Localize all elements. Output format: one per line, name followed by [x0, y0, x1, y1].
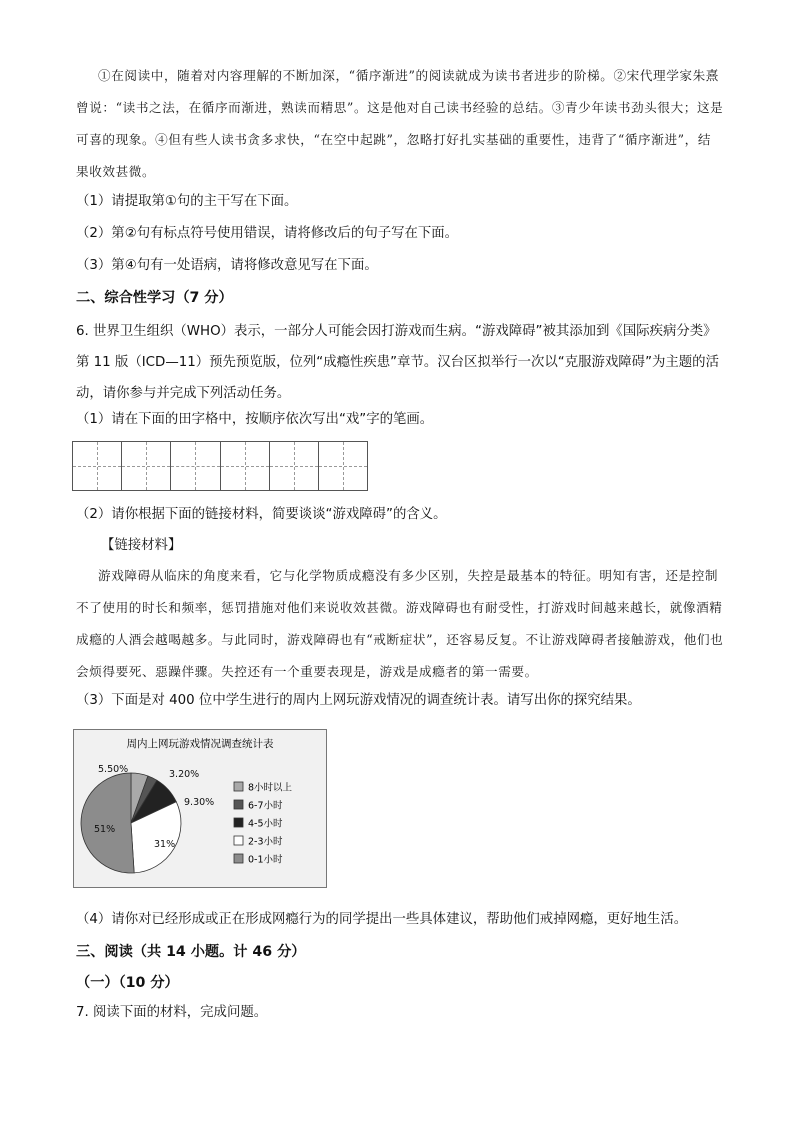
legend-swatch — [234, 800, 243, 809]
tianzige-cell[interactable] — [122, 442, 171, 490]
tianzige-cell[interactable] — [319, 442, 367, 490]
pie-slice-label: 31% — [154, 839, 176, 850]
pie-slice-label: 51% — [94, 824, 116, 835]
tianzige-cell[interactable] — [221, 442, 270, 490]
pie-slice-5 — [81, 773, 134, 873]
chart-title: 周内上网玩游戏情况调查统计表 — [126, 738, 274, 750]
legend-swatch — [234, 818, 243, 827]
q6-sub3: （3）下面是对 400 位中学生进行的周内上网玩游戏情况的调查统计表。请写出你的探究结果。 — [76, 693, 641, 708]
legend-label: 2-3小时 — [248, 836, 283, 848]
pie-slice-label: 9.30% — [184, 797, 215, 808]
pie-chart-svg — [74, 730, 326, 887]
tianzige-cell[interactable] — [270, 442, 319, 490]
legend-swatch — [234, 854, 243, 863]
q6-sub2: （2）请你根据下面的链接材料，简要谈谈“游戏障碍”的含义。 — [76, 507, 447, 522]
tianzige-cell[interactable] — [73, 442, 122, 490]
passage-text: ①在阅读中，随着对内容理解的不断加深，“循序渐进”的阅读就成为读书者进步的阶梯。②宋代理学家朱熹曾说：“读书之法，在循序而渐进，熟读而精思”。这是他对自己读书经验的总结。③青少年读书劲头很大；这是可喜的现象。④但有些人读书贪多求快，“在空中起跳”，忽略打好扎实基础的重要性，违背了“循序渐进”，结果收效甚微。 — [76, 68, 724, 179]
legend-label: 0-1小时 — [248, 854, 283, 866]
legend-swatch — [234, 782, 243, 791]
q7-text: 7. 阅读下面的材料，完成问题。 — [76, 1005, 268, 1020]
pie-slice-label: 3.20% — [169, 769, 200, 780]
tianzige-cell[interactable] — [171, 442, 220, 490]
link-material-title: 【链接材料】 — [101, 538, 182, 553]
pie-chart-figure — [73, 729, 327, 888]
legend-swatch — [234, 836, 243, 845]
q5-sub3: （3）第④句有一处语病，请将修改意见写在下面。 — [76, 258, 378, 273]
legend-label: 8小时以上 — [248, 782, 293, 794]
section-3-title: 三、阅读（共 14 小题。计 46 分） — [76, 944, 306, 960]
q5-sub1: （1）请提取第①句的主干写在下面。 — [76, 194, 298, 209]
section-3-part-1: （一）（10 分） — [76, 975, 179, 991]
section-2-title: 二、综合性学习（7 分） — [76, 290, 233, 306]
legend-label: 6-7小时 — [248, 800, 283, 812]
q6-intro: 6. 世界卫生组织（WHO）表示，一部分人可能会因打游戏而生病。“游戏障碍”被其添加到《国际疾病分类》第 11 版（ICD—11）预先预览版，位列“成瘾性疾患”章节。汉台区拟举行一次以“克服游戏障碍”为主题的活动，请你参与并完成下列活动任务。 — [76, 324, 719, 401]
q6-sub4: （4）请你对已经形成或正在形成网瘾行为的同学提出一些具体建议，帮助他们戒掉网瘾，更好地生活。 — [76, 912, 688, 927]
q5-sub2: （2）第②句有标点符号使用错误，请将修改后的句子写在下面。 — [76, 226, 459, 241]
legend-label: 4-5小时 — [248, 818, 283, 830]
link-material-text: 游戏障碍从临床的角度来看，它与化学物质成瘾没有多少区别，失控是最基本的特征。明知有害，还是控制不了使用的时长和频率，惩罚措施对他们来说收效甚微。游戏障碍也有耐受性，打游戏时间越来越长，就像酒精成瘾的人酒会越喝越多。与此同时，游戏障碍也有“戒断症状”，还容易反复。不让游戏障碍者接触游戏，他们也会烦得要死、惡躁伴骤。失控还有一个重要表现是，游戏是成瘾者的第一需要。 — [76, 568, 724, 679]
q6-sub1: （1）请在下面的田字格中，按顺序依次写出“戏”字的笔画。 — [76, 412, 434, 427]
tianzige-grid[interactable] — [72, 441, 368, 491]
pie-slice-label: 5.50% — [98, 764, 129, 775]
